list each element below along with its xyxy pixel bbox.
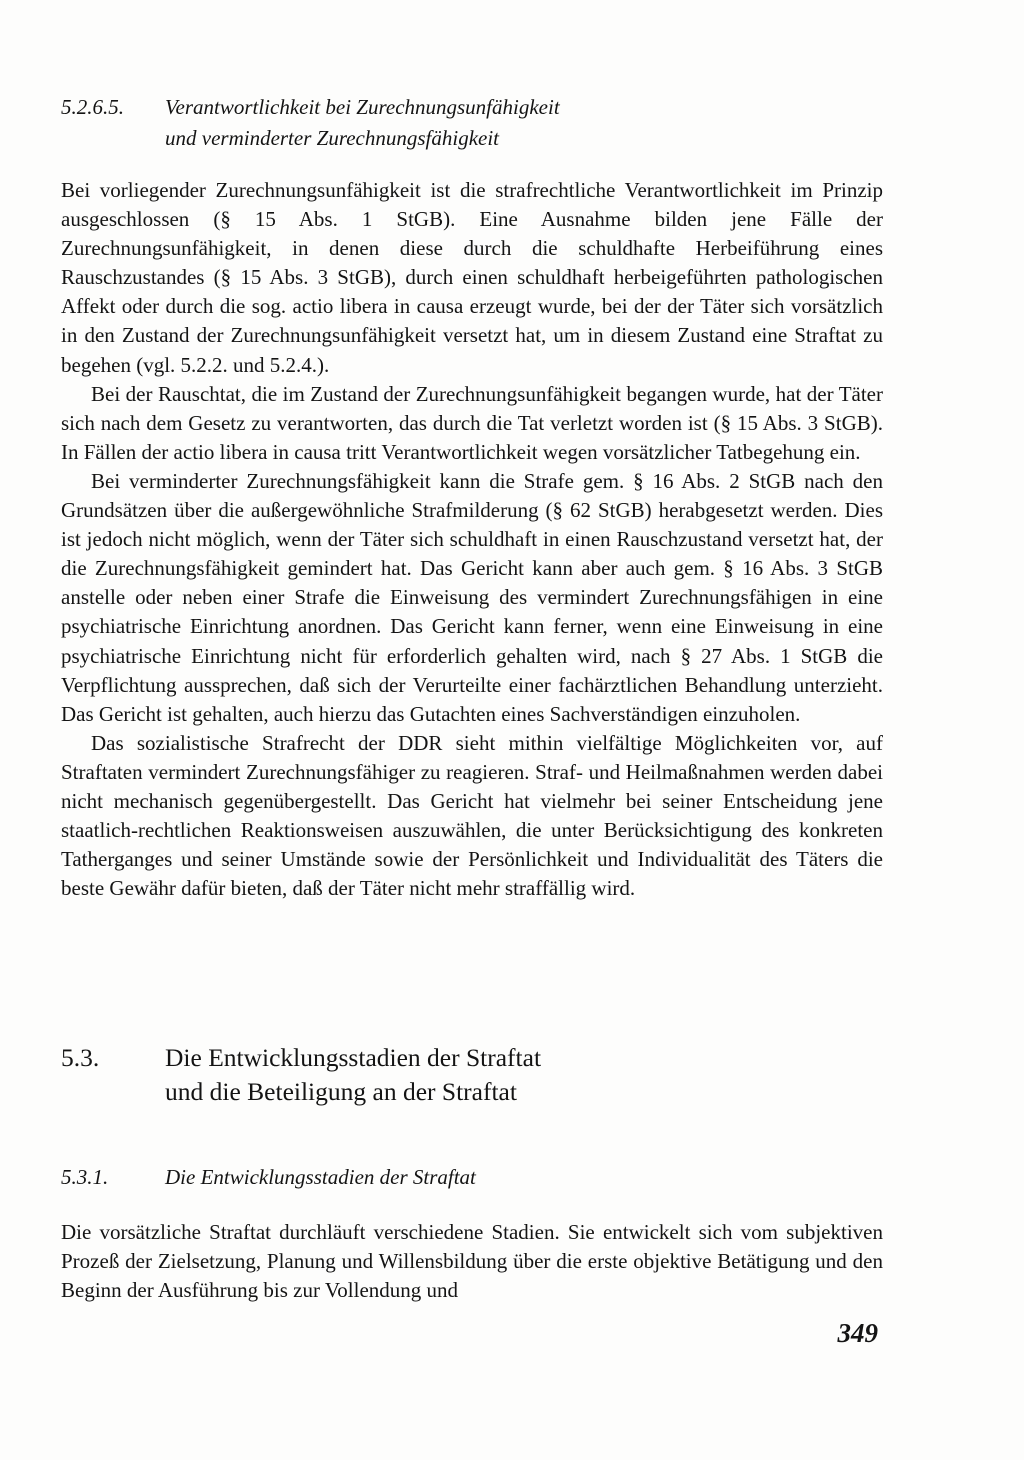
paragraph: Bei verminderter Zurechnungsfähigkeit kann die Strafe gem. § 16 Abs. 2 StGB nach den Grundsätzen über die außergewöhnliche Strafmilderung (§ 62 StGB) herabgesetzt werden. Dies ist jedoch nicht möglich, wenn der Täter sich schuldhaft in einen Rauschzustand versetzt hat, der die Zurechnungsfähigkeit gemindert hat. Das Gericht kann aber auch gem. § 16 Abs. 3 StGB anstelle oder neben einer Strafe die Einweisung des vermindert Zurechnungsfähigen in eine psychiatrische Einrichtung anordnen. Das Gericht kann ferner, wenn eine Einweisung in eine psychiatrische Einrichtung nicht für erforderlich gehalten wird, nach § 27 Abs. 1 StGB die Verpflichtung aussprechen, daß sich der Verurteilte einer fachärztlichen Behandlung unterzieht. Das Gericht ist gehalten, auch hierzu das Gutachten eines Sachverständigen einzuholen. [61, 468, 883, 726]
section-number: 5.3. [61, 1043, 100, 1072]
section-title-line-1: Die Entwicklungsstadien der Straftat [165, 1043, 542, 1072]
paragraph: Bei der Rauschtat, die im Zustand der Zurechnungsunfähigkeit begangen wurde, hat der Täter sich nach dem Gesetz zu verantworten, das durch die Tat verletzt worden ist (§ 15 Abs. 3 StGB). In Fällen der actio libera in causa tritt Verantwortlichkeit wegen vorsätzlicher Tatbegehung ein. [61, 381, 883, 464]
section-title [165, 1041, 885, 1109]
section-body-5-3-1 [61, 1218, 883, 1305]
section-title-line-1: Verantwortlichkeit bei Zurechnungsunfähigkeit [165, 95, 560, 119]
section-title-line-2: und verminderter Zurechnungsfähigkeit [165, 126, 500, 150]
section-heading-5-2-6-5 [61, 92, 901, 156]
section-title [165, 92, 885, 154]
paragraph: Bei vorliegender Zurechnungsunfähigkeit ist die strafrechtliche Verantwortlichkeit im Prinzip ausgeschlossen (§ 15 Abs. 1 StGB). Eine Ausnahme bilden jene Fälle der Zurechnungsunfähigkeit, in denen diese durch die schuldhafte Herbeiführung eines Rauschzustandes (§ 15 Abs. 3 StGB), durch einen schuldhaft herbeigeführten pathologischen Affekt oder durch die sog. actio libera in causa erzeugt wurde, bei der der Täter sich vorsätzlich in den Zustand der Zurechnungsunfähigkeit versetzt hat, um in diesem Zustand eine Straftat zu begehen (vgl. 5.2.2. und 5.2.4.). [61, 178, 883, 377]
paragraph: Das sozialistische Strafrecht der DDR sieht mithin vielfältige Möglichkeiten vor, auf Straftaten vermindert Zurechnungsfähiger zu reagieren. Straf- und Heilmaßnahmen werden dabei nicht mechanisch gegenübergestellt. Das Gericht hat vielmehr bei seiner Entscheidung jene staatlich-rechtlichen Reaktionsweisen auszuwählen, die unter Berücksichtigung des konkreten Tatherganges und seiner Umstände sowie der Persönlichkeit und Individualität des Täters die beste Gewähr dafür bieten, daß der Täter nicht mehr straffällig wird. [61, 730, 883, 901]
section-heading-5-3-1 [61, 1162, 901, 1196]
section-title-line-2: und die Beteiligung an der Straftat [165, 1077, 517, 1106]
section-number: 5.2.6.5. [61, 95, 124, 119]
section-number: 5.3.1. [61, 1165, 109, 1189]
page-number: 349 [837, 1318, 878, 1348]
paragraph: Die vorsätzliche Straftat durchläuft verschiedene Stadien. Sie entwickelt sich vom subjektiven Prozeß der Zielsetzung, Planung und Willensbildung über die erste objektive Betätigung und den Beginn der Ausführung bis zur Vollendung und [61, 1220, 883, 1303]
chapter-heading-5-3 [61, 1041, 901, 1113]
section-body-5-2-6-5 [61, 176, 883, 903]
section-title [165, 1162, 885, 1193]
section-title-line-1: Die Entwicklungsstadien der Straftat [165, 1165, 476, 1189]
